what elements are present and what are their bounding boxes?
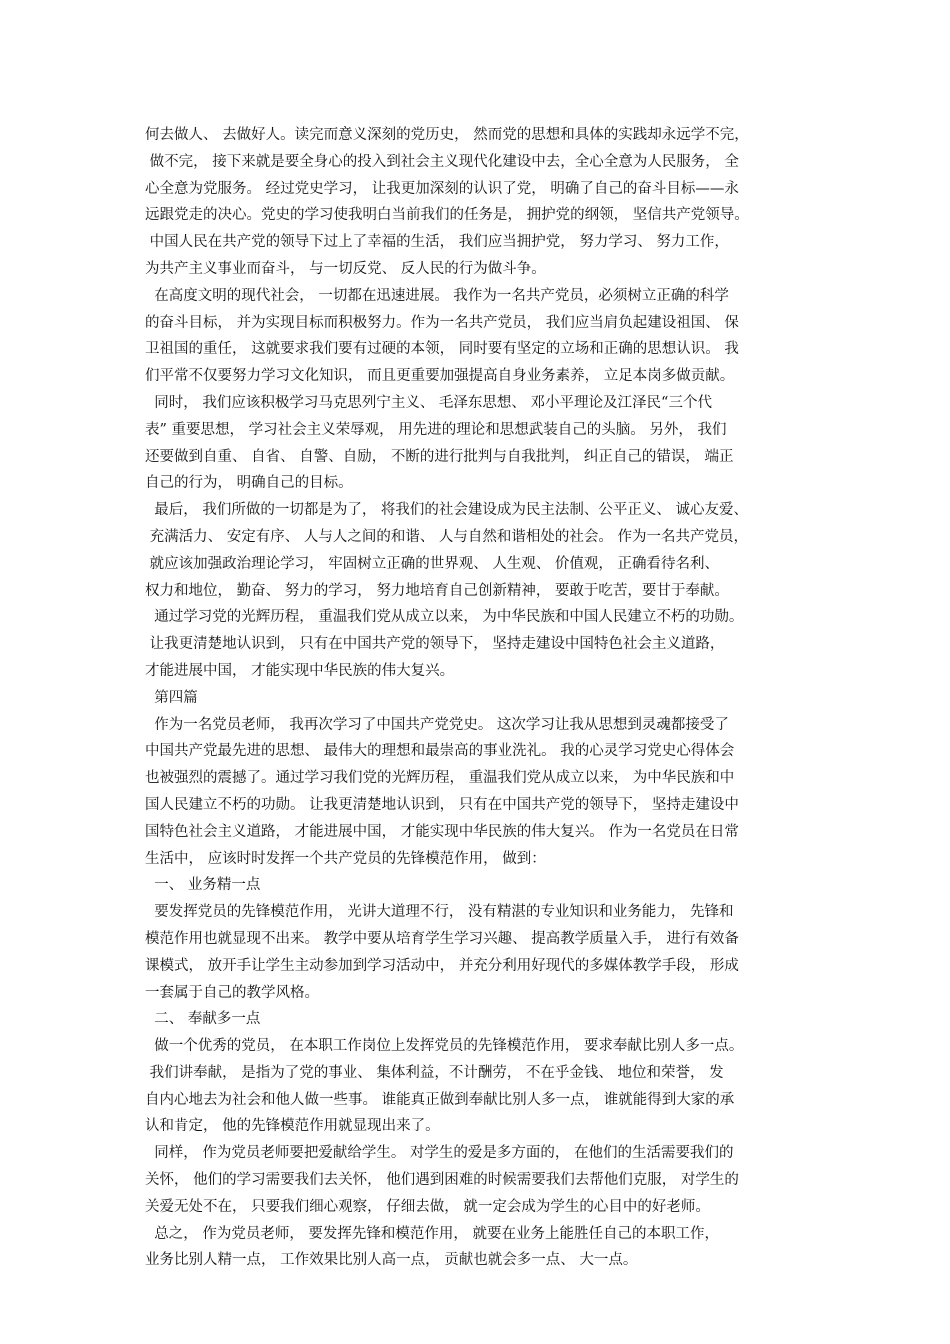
text-line: 模范作用也就显现不出来。 教学中要从培育学生学习兴趣、 提高教学质量入手， 进行有效备 [145, 930, 739, 947]
text-line: 一、 业务精一点 [145, 877, 261, 894]
text-line: 中国人民在共产党的领导下过上了幸福的生活， 我们应当拥护党， 努力学习、 努力工作， [145, 234, 729, 251]
text-line: 才能进展中国， 才能实现中华民族的伟大复兴。 [145, 662, 455, 679]
text-line: 们平常不仅要努力学习文化知识， 而且更重要加强提高自身业务素养， 立足本岗多做贡献。 [145, 368, 735, 385]
text-line: 我们讲奉献， 是指为了党的事业、 集体利益，不计酬劳， 不在乎金钱、 地位和荣誉， 发 [145, 1064, 724, 1081]
document-body [145, 122, 820, 1274]
text-line: 认和肯定， 他的先锋模范作用就显现出来了。 [145, 1118, 440, 1135]
text-line: 卫祖国的重任， 这就要求我们要有过硬的本领， 同时要有坚定的立场和正确的思想认识。 我 [145, 341, 739, 358]
text-line: 国人民建立不朽的功勋。 让我更清楚地认识到， 只有在中国共产党的领导下， 坚持走建设中 [145, 796, 739, 813]
text-line: 要发挥党员的先锋模范作用， 光讲大道理不行， 没有精湛的专业知识和业务能力， 先锋和 [145, 904, 734, 921]
text-line: 心全意为党服务。 经过党史学习， 让我更加深刻的认识了党， 明确了自己的奋斗目标——永 [145, 180, 739, 197]
text-line: 充满活力、 安定有序、 人与人之间的和谐、 人与自然和谐相处的社会。 作为一名共产党员， [145, 528, 749, 545]
text-line: 何去做人、 去做好人。读完而意义深刻的党历史， 然而党的思想和具体的实践却永远学不完， [145, 127, 749, 143]
text-line: 做不完， 接下来就是要全身心的投入到社会主义现代化建设中去，全心全意为人民服务， 全 [145, 153, 739, 170]
text-line: 生活中， 应该时时发挥一个共产党员的先锋模范作用， 做到： [145, 850, 546, 867]
text-line: 在高度文明的现代社会， 一切都在迅速进展。 我作为一名共产党员，必须树立正确的科学 [145, 287, 729, 304]
text-line: 自内心地去为社会和他人做一些事。 谁能真正做到奉献比别人多一点， 谁就能得到大家的承 [145, 1091, 735, 1108]
text-line: 最后， 我们所做的一切都是为了， 将我们的社会建设成为民主法制、公平正义、 诚心友爱、 [145, 502, 749, 519]
text-line: 为共产主义事业而奋斗， 与一切反党、 反人民的行为做斗争。 [145, 260, 546, 277]
text-line: 也被强烈的震撼了。通过学习我们党的光辉历程， 重温我们党从成立以来， 为中华民族和中 [145, 770, 735, 787]
text-line: 权力和地位， 勤奋、 努力的学习， 努力地培育自己创新精神， 要敢于吃苦，要甘于奉献。 [145, 582, 729, 599]
text-line: 总之， 作为党员老师， 要发挥先锋和模范作用， 就要在业务上能胜任自己的本职工作， [145, 1225, 720, 1242]
text-line: 关怀， 他们的学习需要我们去关怀， 他们遇到困难的时候需要我们去帮他们克服， 对学生的 [145, 1172, 739, 1189]
text-line: 一套属于自己的教学风格。 [145, 984, 319, 1001]
text-line: 作为一名党员老师， 我再次学习了中国共产党党史。 这次学习让我从思想到灵魂都接受了 [145, 716, 729, 733]
text-line: 课模式， 放开手让学生主动参加到学习活动中， 并充分利用好现代的多媒体教学手段， 形成 [145, 957, 739, 974]
text-line: 中国共产党最先进的思想、 最伟大的理想和最崇高的事业洗礼。 我的心灵学习党史心得体会 [145, 743, 735, 760]
text-line: 二、 奉献多一点 [145, 1011, 261, 1028]
text-line: 业务比别人精一点， 工作效果比别人高一点， 贡献也就会多一点、 大一点。 [145, 1252, 638, 1269]
text-line: 还要做到自重、 自省、 自警、自励， 不断的进行批判与自我批判， 纠正自己的错误， 端正 [145, 448, 734, 465]
text-line: 通过学习党的光辉历程， 重温我们党从成立以来， 为中华民族和中国人民建立不朽的功勋。 [145, 609, 744, 626]
text-line: 就应该加强政治理论学习， 牢固树立正确的世界观、 人生观、 价值观， 正确看待名利、 [145, 555, 720, 572]
text-line: 国特色社会主义道路， 才能进展中国， 才能实现中华民族的伟大复兴。 作为一名党员在日常 [145, 823, 739, 840]
text-line: 同时， 我们应该积极学习马克思列宁主义、 毛泽东思想、 邓小平理论及江泽民“三个代 [145, 394, 712, 411]
text-line: 自己的行为， 明确自己的目标。 [145, 475, 353, 492]
text-line: 让我更清楚地认识到， 只有在中国共产党的领导下， 坚持走建设中国特色社会主义道路， [145, 636, 725, 653]
text-line: 的奋斗目标， 并为实现目标而积极努力。作为一名共产党员， 我们应当肩负起建设祖国、 保 [145, 314, 739, 331]
text-line: 关爱无处不在， 只要我们细心观察， 仔细去做， 就一定会成为学生的心目中的好老师。 [145, 1198, 710, 1215]
text-line: 同样， 作为党员老师要把爱献给学生。 对学生的爱是多方面的， 在他们的生活需要我们的 [145, 1145, 734, 1162]
text-line: 做一个优秀的党员， 在本职工作岗位上发挥党员的先锋模范作用， 要求奉献比别人多一点。 [145, 1038, 744, 1055]
text-line: 表” 重要思想， 学习社会主义荣辱观， 用先进的理论和思想武装自己的头脑。 另外， 我们 [145, 421, 727, 438]
text-line: 第四篇 [145, 689, 198, 706]
text-line: 远跟党走的决心。党史的学习使我明白当前我们的任务是， 拥护党的纲领， 坚信共产党领导。 [145, 207, 749, 224]
